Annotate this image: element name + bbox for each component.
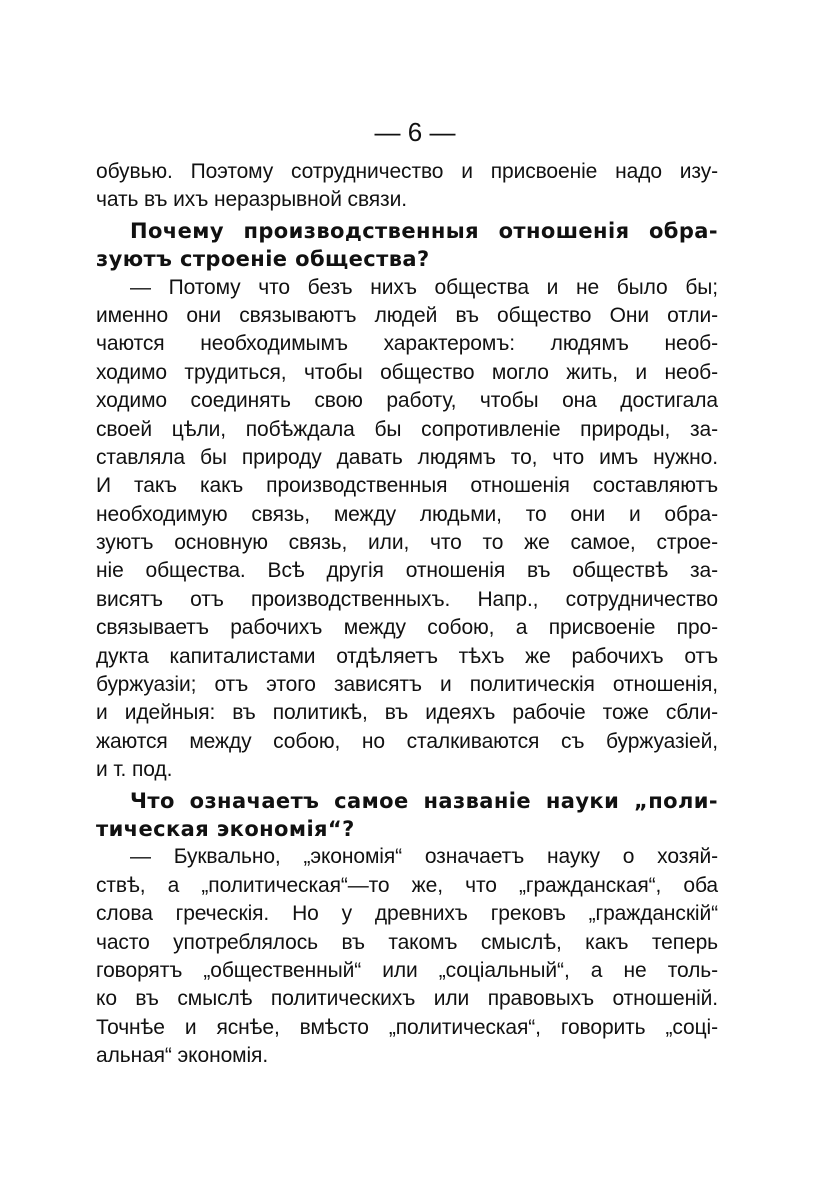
- text-line: слова греческія. Но у древнихъ грековъ „гражданскій“: [96, 902, 718, 926]
- text-line: И такъ какъ производственныя отношенія составляютъ: [96, 474, 718, 498]
- text-line: ходимо соединять свою работу, чтобы она достигала: [96, 389, 718, 413]
- heading-line: тическая экономія“?: [96, 816, 355, 841]
- answer-paragraph-1: [96, 274, 718, 785]
- text-line: и т. под.: [96, 758, 173, 782]
- text-line: своей цѣли, побѣждала бы сопротивленіе природы, за-: [96, 417, 718, 441]
- text-line: обувью. Поэтому сотрудничество и присвоеніе надо изу-: [96, 160, 718, 183]
- text-line: ходимо трудиться, чтобы общество могло жить, и необ-: [96, 360, 718, 384]
- text-line: чаются необходимымъ характеромъ: людямъ необ-: [96, 332, 718, 356]
- text-line: ніе общества. Всѣ другія отношенія въ обществѣ за-: [96, 559, 718, 583]
- text-line: говорятъ „общественный“ или „соціальный“, а не толь-: [96, 958, 718, 982]
- heading-line: Почему производственныя отношенія обра-: [130, 218, 718, 243]
- text-line: ставляла бы природу давать людямъ то, что имъ нужно.: [96, 445, 718, 469]
- text-line: ко въ смыслѣ политическихъ или правовыхъ отношеній.: [96, 987, 718, 1011]
- text-line: часто употреблялось въ такомъ смыслѣ, какъ теперь: [96, 930, 718, 954]
- answer-paragraph-2: [96, 843, 718, 1070]
- page-number: — 6 —: [374, 117, 456, 147]
- text-line: связываетъ рабочихъ между собою, а присвоеніе про-: [96, 616, 718, 640]
- heading-line: зуютъ строеніе общества?: [96, 247, 430, 272]
- text-line: дукта капиталистами отдѣляетъ тѣхъ же рабочихъ отъ: [96, 644, 718, 668]
- text-line: жаются между собою, но сталкиваются съ буржуазіей,: [96, 729, 718, 753]
- text-line: — Буквально, „экономія“ означаетъ науку о хозяй-: [130, 845, 718, 869]
- question-heading-2: [96, 787, 718, 844]
- text-line: именно они связываютъ людей въ общество Они отли-: [96, 303, 718, 327]
- text-line: Точнѣе и яснѣе, вмѣсто „политическая“, говорить „соці-: [96, 1015, 718, 1039]
- question-heading-1: [96, 217, 718, 274]
- text-line: и идейныя: въ политикѣ, въ идеяхъ рабочіе тоже сбли-: [96, 701, 718, 725]
- text-line: висятъ отъ производственныхъ. Напр., сотрудничество: [96, 587, 718, 611]
- text-line: ствѣ, а „политическая“—то же, что „гражданская“, оба: [96, 873, 718, 897]
- paragraph-continuation: [96, 158, 718, 215]
- text-line: — Потому что безъ нихъ общества и не было бы;: [130, 275, 718, 299]
- text-line: чать въ ихъ неразрывной связи.: [96, 188, 407, 212]
- heading-line: Что означаетъ самое названіе науки „поли-: [130, 788, 718, 813]
- text-line: альная“ экономія.: [96, 1044, 269, 1068]
- book-page: [96, 112, 718, 1112]
- text-line: буржуазіи; отъ этого зависятъ и политическія отношенія,: [96, 673, 718, 697]
- text-line: зуютъ основную связь, или, что то же самое, строе-: [96, 531, 718, 555]
- text-line: необходимую связь, между людьми, то они и обра-: [96, 502, 718, 526]
